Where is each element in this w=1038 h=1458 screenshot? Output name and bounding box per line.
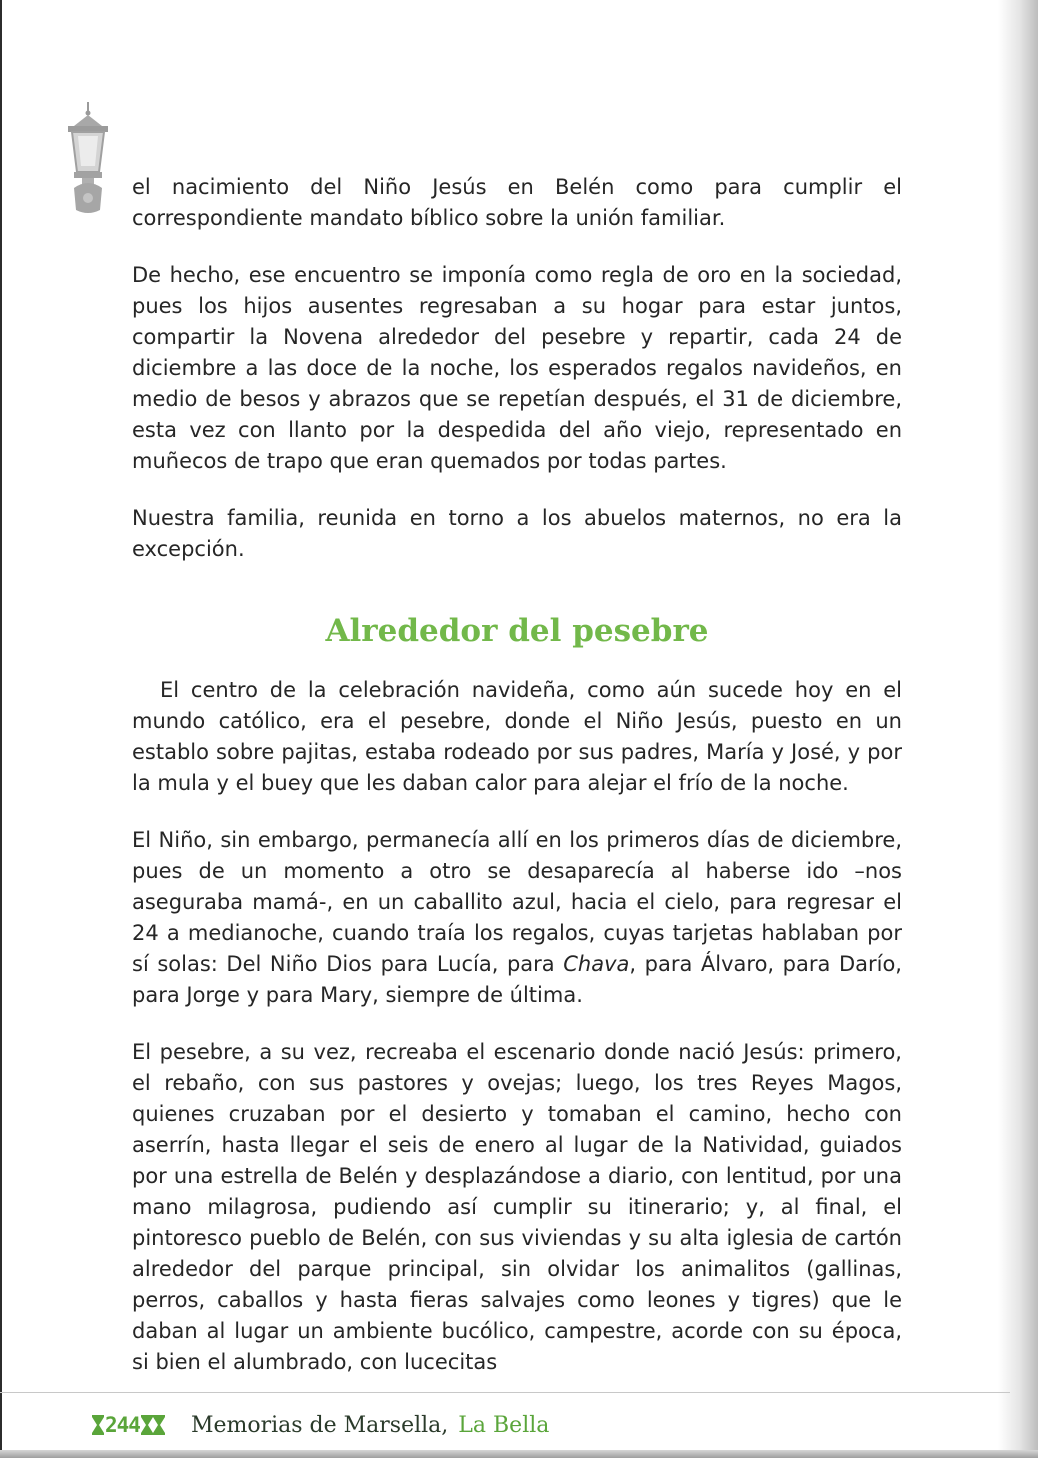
paragraph-nino-part2: , para Álvaro, para Darío, para Jorge y para Mary, siempre de última. (132, 952, 902, 1007)
hourglass-icon (141, 1415, 153, 1435)
hourglass-icon (153, 1415, 165, 1435)
nickname-chava: Chava (563, 952, 630, 976)
paragraph-reunion: De hecho, ese encuentro se imponía como regla de oro en la sociedad, pues los hijos ausentes regresaban a su hogar para estar juntos, compartir la Novena alrededor del pesebre y repartir, cada 24 de diciembre a las doce de la noche, los esperados regalos navideños, en medio de besos y abrazos que se repetían después, el 31 de diciembre, esta vez con llanto por la despedida del año viejo, representado en muñecos de trapo que eran quemados por todas partes. (132, 263, 902, 473)
paragraph-intro: el nacimiento del Niño Jesús en Belén como para cumplir el correspondiente mandato bíblico sobre la unión familiar. (132, 175, 902, 230)
street-lamp-icon (60, 102, 112, 214)
section-heading: Alrededor del pesebre (325, 613, 709, 649)
paragraph-familia: Nuestra familia, reunida en torno a los abuelos maternos, no era la excepción. (132, 506, 902, 561)
page-number-mark (92, 1413, 165, 1437)
paragraph-nino-part1: El Niño, sin embargo, permanecía allí en los primeros días de diciembre, pues de un momento a otro se desaparecía al haberse ido –nos aseguraba mamá-, en un caballito azul, hacia el cielo, para regresar el 24 a medianoche, cuando traía los regalos, cuyas tarjetas hablaban por sí solas: Del Niño Dios para Lucía, para (132, 828, 902, 976)
page-footer (92, 1408, 549, 1442)
book-subtitle: La Bella (458, 1412, 550, 1438)
hourglass-icon (92, 1415, 104, 1435)
article-body (132, 172, 902, 1404)
paragraph-centro: El centro de la celebración navideña, como aún sucede hoy en el mundo católico, era el pesebre, donde el Niño Jesús, puesto en un establo sobre pajitas, estaba rodeado por sus padres, María y José, y por la mula y el buey que les daban calor para alejar el frío de la noche. (132, 678, 902, 795)
page-left-border (0, 0, 2, 1458)
page-bottom-edge (0, 1450, 1038, 1458)
paragraph-pesebre: El pesebre, a su vez, recreaba el escenario donde nació Jesús: primero, el rebaño, con sus pastores y ovejas; luego, los tres Reyes Magos, quienes cruzaban por el desierto y tomaban el camino, hecho con aserrín, hasta llegar el seis de enero al lugar de la Natividad, guiados por una estrella de Belén y desplazándose a diario, con lentitud, por una mano milagrosa, pudiendo así cumplir su itinerario; y, al final, el pintoresco pueblo de Belén, con sus viviendas y su alta iglesia de cartón alrededor del parque principal, sin olvidar los animalitos (gallinas, perros, caballos y hasta fieras salvajes como leones y tigres) que le daban al lugar un ambiente bucólico, campestre, acorde con su época, si bien el alumbrado, con lucecitas (132, 1040, 902, 1374)
paragraph-nino (132, 825, 902, 1011)
book-title: Memorias de Marsella, (190, 1412, 449, 1438)
page-gutter-shadow (998, 0, 1038, 1458)
footer-divider (0, 1392, 1010, 1393)
page-number: 244 (105, 1413, 140, 1437)
